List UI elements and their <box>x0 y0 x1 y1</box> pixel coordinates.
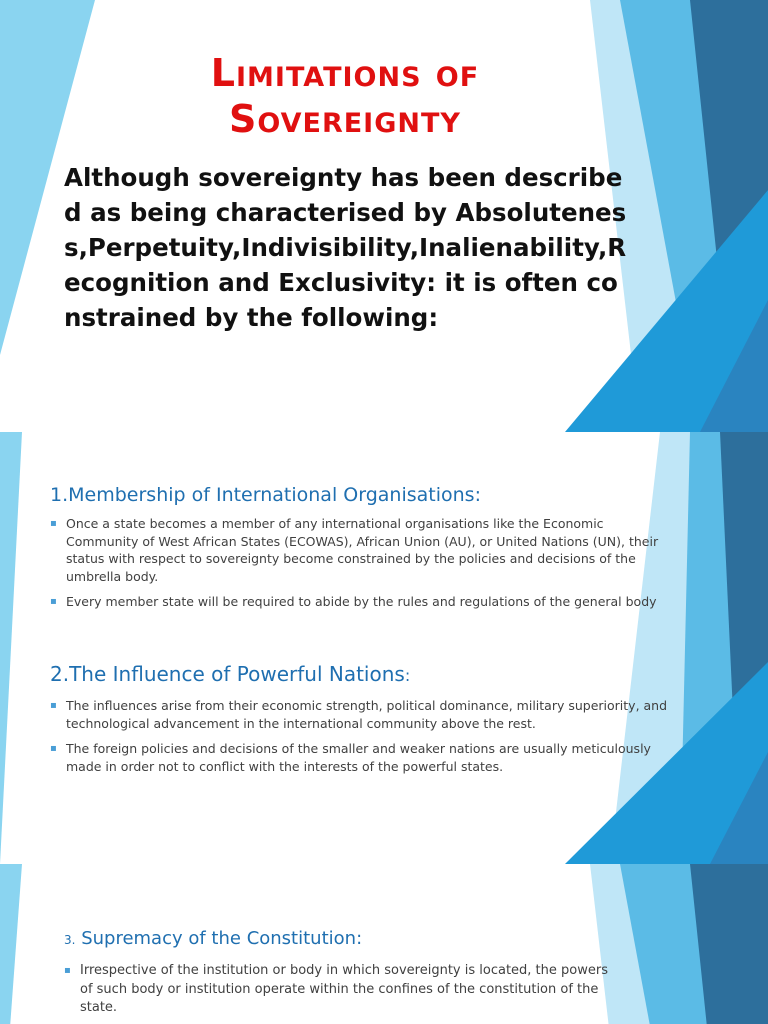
slide-constitution <box>0 864 768 1024</box>
section-heading-powerful-nations <box>50 660 410 690</box>
section-number: 3. <box>64 933 76 947</box>
section-heading-constitution <box>64 926 362 953</box>
bullet-item: ▪ Irrespective of the institution or body in which sovereignty is located, the powers of such body or institution operate within the confines of the constitution of the state. <box>62 962 622 1018</box>
bullet-list-membership <box>48 515 676 619</box>
bullet-item: ▪ The influences arise from their economic strength, political dominance, military superiority, and technological advancement in the international community above the rest. <box>48 697 676 732</box>
slide-title <box>0 0 768 432</box>
title-line-1: Limitations of <box>210 51 480 95</box>
bullet-item: ▪ Once a state becomes a member of any international organisations like the Economic Community of West African States (ECOWAS), African Union (AU), or United Nations (UN), their status with respect to sovereignty become constrained by the policies and decisions of the umbrella body. <box>48 515 676 585</box>
bullet-item: ▪ The foreign policies and decisions of the smaller and weaker nations are usually meticulously made in order not to conflict with the interests of the powerful states. <box>48 740 676 775</box>
section-heading-membership <box>50 482 481 508</box>
title-line-2: Sovereignty <box>229 97 461 141</box>
section-number: 1. <box>50 484 69 506</box>
intro-paragraph: Although sovereignty has been described as being characterised by Absoluteness,Perpetuity,Indivisibility,Inalienability,Recognition and Exclusivity: it is often constrained by the following: <box>64 163 627 332</box>
bullet-list-powerful-nations <box>48 697 676 783</box>
section-heading-colon: : <box>404 666 411 685</box>
section-heading-text: The Influence of Powerful Nations <box>69 662 405 686</box>
section-number: 2. <box>50 662 70 686</box>
left-facet <box>0 432 22 864</box>
section-heading-text: Supremacy of the Constitution: <box>81 928 363 949</box>
section-heading-text: Membership of International Organisations: <box>68 484 481 506</box>
slide-limitations <box>0 432 768 864</box>
bullet-list-constitution <box>62 962 622 1024</box>
left-facet <box>0 864 22 1024</box>
slide-title-heading <box>0 50 690 142</box>
bullet-item: ▪ Every member state will be required to abide by the rules and regulations of the general body <box>48 593 676 611</box>
